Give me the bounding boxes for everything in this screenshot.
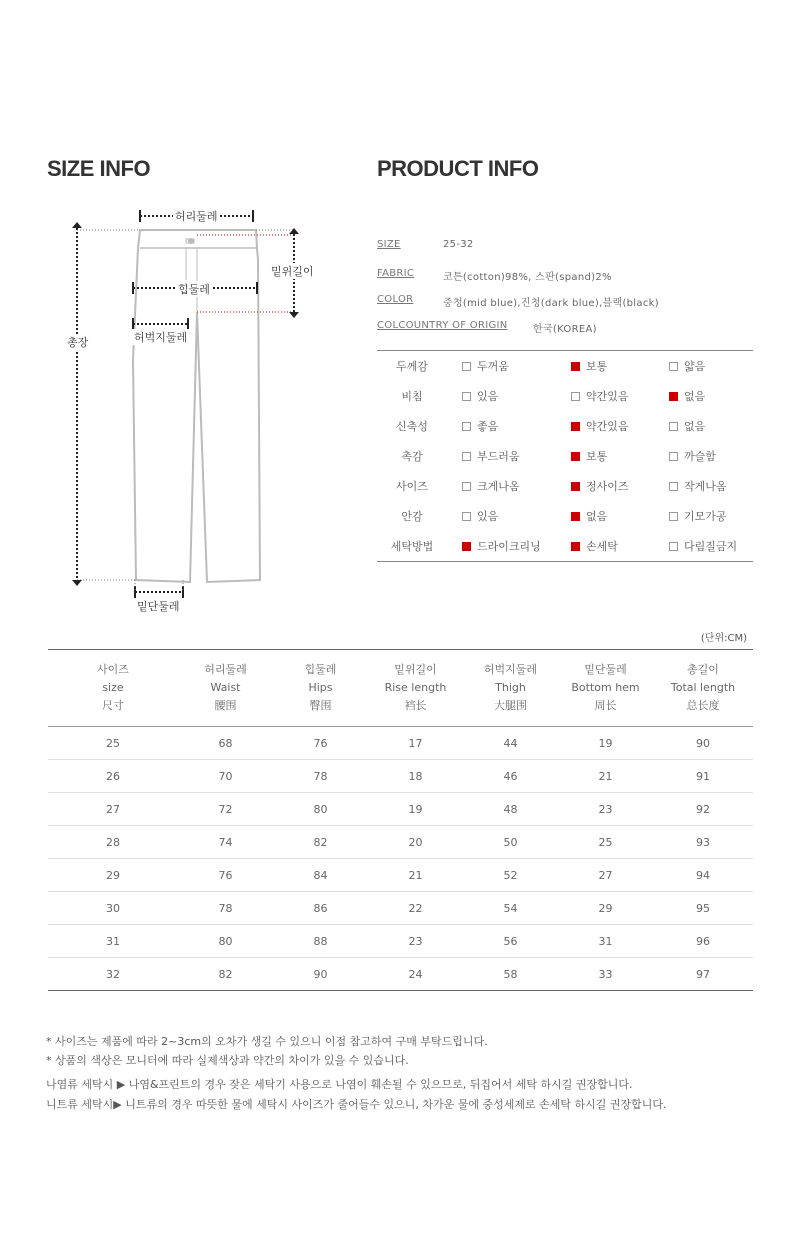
feature-row bbox=[377, 501, 753, 531]
table-cell: 52 bbox=[463, 859, 558, 892]
table-cell: 78 bbox=[273, 760, 368, 793]
unchecked-box-icon bbox=[462, 452, 471, 461]
header-line: 腰围 bbox=[214, 699, 237, 712]
feature-row bbox=[377, 411, 753, 441]
table-cell: 74 bbox=[178, 826, 273, 859]
feature-option-label: 까슬함 bbox=[684, 450, 716, 463]
size-table bbox=[48, 649, 753, 991]
pants-size-diagram bbox=[60, 200, 330, 620]
table-cell: 27 bbox=[48, 793, 178, 826]
header-line: 总长度 bbox=[686, 699, 720, 712]
table-cell: 82 bbox=[218, 967, 233, 981]
unchecked-box-icon bbox=[669, 452, 678, 461]
header-line: 臀围 bbox=[309, 699, 332, 712]
unchecked-box-icon bbox=[669, 512, 678, 521]
product-features-table bbox=[377, 350, 753, 562]
header-line: Rise length bbox=[384, 681, 447, 694]
table-cell: 70 bbox=[178, 760, 273, 793]
checked-box-icon bbox=[571, 512, 580, 521]
header-line: 사이즈 bbox=[97, 663, 129, 676]
feature-option-label: 부드러움 bbox=[477, 450, 520, 463]
feature-option-label: 보통 bbox=[586, 450, 608, 463]
header-line: size bbox=[102, 681, 124, 694]
table-cell: 84 bbox=[273, 859, 368, 892]
feature-row bbox=[377, 381, 753, 411]
table-cell: 92 bbox=[653, 793, 753, 826]
feature-label: 사이즈 bbox=[396, 480, 428, 493]
table-row bbox=[48, 925, 753, 958]
checked-box-icon bbox=[571, 422, 580, 431]
feature-option bbox=[447, 531, 556, 562]
table-cell: 76 bbox=[178, 859, 273, 892]
table-cell: 19 bbox=[558, 727, 653, 760]
thigh-label: 허벅지둘레 bbox=[134, 331, 188, 344]
feature-option-label: 좋음 bbox=[477, 420, 499, 433]
header-line: 허벅지둘레 bbox=[483, 663, 538, 676]
rise-label: 밑위길이 bbox=[271, 265, 314, 278]
table-row bbox=[48, 760, 753, 793]
table-cell: 94 bbox=[653, 859, 753, 892]
feature-option-label: 드라이크리닝 bbox=[477, 540, 541, 553]
product-info-size: SIZE 25-32 bbox=[377, 239, 474, 250]
table-cell: 50 bbox=[463, 826, 558, 859]
feature-option bbox=[654, 501, 753, 531]
table-cell: 31 bbox=[558, 925, 653, 958]
feature-label: 신축성 bbox=[396, 420, 428, 433]
checked-box-icon bbox=[462, 542, 471, 551]
size-info-heading: SIZE INFO bbox=[47, 156, 151, 181]
feature-option bbox=[556, 531, 654, 562]
unchecked-box-icon bbox=[669, 482, 678, 491]
header-line: 총길이 bbox=[687, 663, 719, 676]
table-cell: 20 bbox=[368, 826, 463, 859]
checked-box-icon bbox=[669, 392, 678, 401]
unit-label: (단위:CM) bbox=[700, 633, 747, 644]
table-cell: 33 bbox=[598, 967, 613, 981]
hips-label: 힙둘레 bbox=[178, 283, 210, 296]
unchecked-box-icon bbox=[462, 362, 471, 371]
table-cell: 80 bbox=[178, 925, 273, 958]
unchecked-box-icon bbox=[669, 542, 678, 551]
size-table-header bbox=[558, 650, 653, 727]
header-line: Total length bbox=[670, 681, 736, 694]
header-line: 밑단둘레 bbox=[584, 663, 627, 676]
table-cell: 86 bbox=[273, 892, 368, 925]
table-row bbox=[48, 727, 753, 760]
table-cell: 90 bbox=[313, 967, 328, 981]
table-cell: 22 bbox=[368, 892, 463, 925]
table-row bbox=[48, 859, 753, 892]
total-length-label: 총장 bbox=[67, 336, 89, 349]
table-cell: 17 bbox=[368, 727, 463, 760]
table-cell: 28 bbox=[48, 826, 178, 859]
table-cell: 93 bbox=[653, 826, 753, 859]
header-line: Bottom hem bbox=[571, 681, 640, 694]
table-cell: 25 bbox=[558, 826, 653, 859]
feature-option-label: 두꺼움 bbox=[477, 360, 509, 373]
table-cell: 25 bbox=[48, 727, 178, 760]
feature-option bbox=[447, 381, 556, 411]
size-table-header bbox=[178, 650, 273, 727]
table-cell: 48 bbox=[463, 793, 558, 826]
hem-label: 밑단둘레 bbox=[137, 600, 180, 613]
table-cell: 23 bbox=[558, 793, 653, 826]
feature-option bbox=[654, 471, 753, 501]
header-line: 허리둘레 bbox=[204, 663, 247, 676]
table-cell: 32 bbox=[106, 967, 120, 981]
feature-option bbox=[447, 501, 556, 531]
feature-option-label: 크게나옴 bbox=[477, 480, 520, 493]
table-row bbox=[48, 826, 753, 859]
table-cell: 21 bbox=[558, 760, 653, 793]
feature-option bbox=[447, 441, 556, 471]
table-cell: 23 bbox=[368, 925, 463, 958]
table-cell: 72 bbox=[178, 793, 273, 826]
feature-option-label: 다림질금지 bbox=[684, 540, 738, 553]
unchecked-box-icon bbox=[462, 422, 471, 431]
size-table-header bbox=[653, 650, 753, 727]
unchecked-box-icon bbox=[462, 512, 471, 521]
header-line: Thigh bbox=[495, 681, 526, 694]
waist-label: 허리둘레 bbox=[175, 210, 218, 223]
table-cell: 91 bbox=[653, 760, 753, 793]
feature-row bbox=[377, 471, 753, 501]
table-cell: 82 bbox=[273, 826, 368, 859]
table-cell: 88 bbox=[273, 925, 368, 958]
header-line: 밑위길이 bbox=[394, 663, 437, 676]
checked-box-icon bbox=[571, 452, 580, 461]
header-line: Waist bbox=[210, 681, 241, 694]
feature-row bbox=[377, 441, 753, 471]
feature-option bbox=[654, 531, 753, 562]
feature-option bbox=[447, 471, 556, 501]
unchecked-box-icon bbox=[669, 362, 678, 371]
table-cell: 96 bbox=[653, 925, 753, 958]
feature-option-label: 있음 bbox=[477, 510, 499, 523]
feature-option bbox=[556, 471, 654, 501]
unchecked-box-icon bbox=[462, 392, 471, 401]
header-line: Hips bbox=[308, 681, 333, 694]
table-cell: 97 bbox=[696, 967, 710, 981]
feature-option-label: 약간있음 bbox=[586, 420, 629, 433]
note-size-tolerance: * 사이즈는 제품에 따라 2~3cm의 오차가 생길 수 있으니 이점 참고하여 구매 부탁드립니다. bbox=[46, 1035, 488, 1048]
table-cell: 68 bbox=[178, 727, 273, 760]
feature-option-label: 없음 bbox=[586, 510, 608, 523]
feature-option-label: 기모가공 bbox=[684, 510, 727, 523]
table-cell: 76 bbox=[273, 727, 368, 760]
feature-option-label: 작게나옴 bbox=[684, 480, 727, 493]
table-cell: 56 bbox=[463, 925, 558, 958]
table-cell: 46 bbox=[463, 760, 558, 793]
product-info-fabric: FABRIC 코튼(cotton)98%, 스판(spand)2% bbox=[377, 268, 612, 283]
size-table-header bbox=[368, 650, 463, 727]
feature-option-label: 보통 bbox=[586, 360, 608, 373]
checked-box-icon bbox=[571, 542, 580, 551]
header-line: 힙둘레 bbox=[304, 663, 337, 676]
table-cell: 29 bbox=[48, 859, 178, 892]
size-table-header bbox=[48, 650, 178, 727]
feature-option bbox=[447, 351, 556, 382]
size-table-header bbox=[273, 650, 368, 727]
table-cell: 58 bbox=[503, 967, 518, 981]
feature-option-label: 손세탁 bbox=[586, 540, 618, 553]
table-cell: 18 bbox=[368, 760, 463, 793]
size-table-header bbox=[463, 650, 558, 727]
header-line: 裆长 bbox=[404, 699, 427, 712]
feature-label: 안감 bbox=[401, 510, 423, 523]
feature-label: 두께감 bbox=[396, 360, 428, 373]
feature-option-label: 없음 bbox=[684, 420, 706, 433]
feature-option bbox=[556, 351, 654, 382]
table-cell: 78 bbox=[178, 892, 273, 925]
table-cell: 54 bbox=[463, 892, 558, 925]
feature-option bbox=[447, 411, 556, 441]
table-cell: 30 bbox=[48, 892, 178, 925]
feature-label: 비침 bbox=[401, 390, 423, 403]
checked-box-icon bbox=[571, 482, 580, 491]
feature-option-label: 있음 bbox=[477, 390, 499, 403]
table-cell: 24 bbox=[408, 967, 423, 981]
table-row bbox=[48, 958, 753, 991]
feature-option-label: 정사이즈 bbox=[586, 480, 629, 493]
unchecked-box-icon bbox=[669, 422, 678, 431]
table-cell: 19 bbox=[368, 793, 463, 826]
feature-option-label: 없음 bbox=[684, 390, 706, 403]
unchecked-box-icon bbox=[462, 482, 471, 491]
table-cell: 80 bbox=[273, 793, 368, 826]
feature-label: 촉감 bbox=[401, 450, 423, 463]
unchecked-box-icon bbox=[571, 392, 580, 401]
header-line: 大腿围 bbox=[494, 699, 527, 712]
feature-option-label: 약간있음 bbox=[586, 390, 629, 403]
feature-option bbox=[556, 441, 654, 471]
feature-option bbox=[654, 351, 753, 382]
feature-option bbox=[654, 441, 753, 471]
feature-option-label: 얇음 bbox=[684, 360, 706, 373]
table-cell: 31 bbox=[48, 925, 178, 958]
product-info-origin: COLCOUNTRY OF ORIGIN 한국(KOREA) bbox=[377, 320, 597, 335]
feature-row bbox=[377, 531, 753, 562]
note-print-washing: 나염류 세탁시 ▶ 나염&프린트의 경우 잦은 세탁기 사용으로 나염이 훼손될 수 있으므로, 뒤집어서 세탁 하시길 권장합니다. bbox=[46, 1078, 633, 1091]
table-cell: 29 bbox=[558, 892, 653, 925]
table-cell: 44 bbox=[463, 727, 558, 760]
feature-row bbox=[377, 351, 753, 382]
checked-box-icon bbox=[571, 362, 580, 371]
table-cell: 27 bbox=[558, 859, 653, 892]
table-cell: 90 bbox=[653, 727, 753, 760]
feature-option bbox=[654, 381, 753, 411]
feature-label: 세탁방법 bbox=[390, 540, 434, 553]
note-color-difference: * 상품의 색상은 모니터에 따라 실제색상과 약간의 차이가 있을 수 있습니다. bbox=[46, 1054, 409, 1067]
feature-option bbox=[556, 501, 654, 531]
table-cell: 26 bbox=[48, 760, 178, 793]
product-info-color: COLOR 중청(mid blue),진청(dark blue),블랙(black) bbox=[377, 294, 659, 309]
header-line: 尺寸 bbox=[102, 699, 124, 712]
feature-option bbox=[556, 411, 654, 441]
table-cell: 95 bbox=[653, 892, 753, 925]
table-row bbox=[48, 793, 753, 826]
header-line: 周长 bbox=[594, 699, 617, 712]
table-cell: 21 bbox=[368, 859, 463, 892]
feature-option bbox=[556, 381, 654, 411]
feature-option bbox=[654, 411, 753, 441]
product-info-heading: PRODUCT INFO bbox=[377, 156, 539, 181]
table-row bbox=[48, 892, 753, 925]
note-knit-washing: 니트류 세탁시▶ 니트류의 경우 따뜻한 물에 세탁시 사이즈가 줄어들수 있으니, 차가운 물에 중성세제로 손세탁 하시길 권장합니다. bbox=[46, 1098, 667, 1111]
